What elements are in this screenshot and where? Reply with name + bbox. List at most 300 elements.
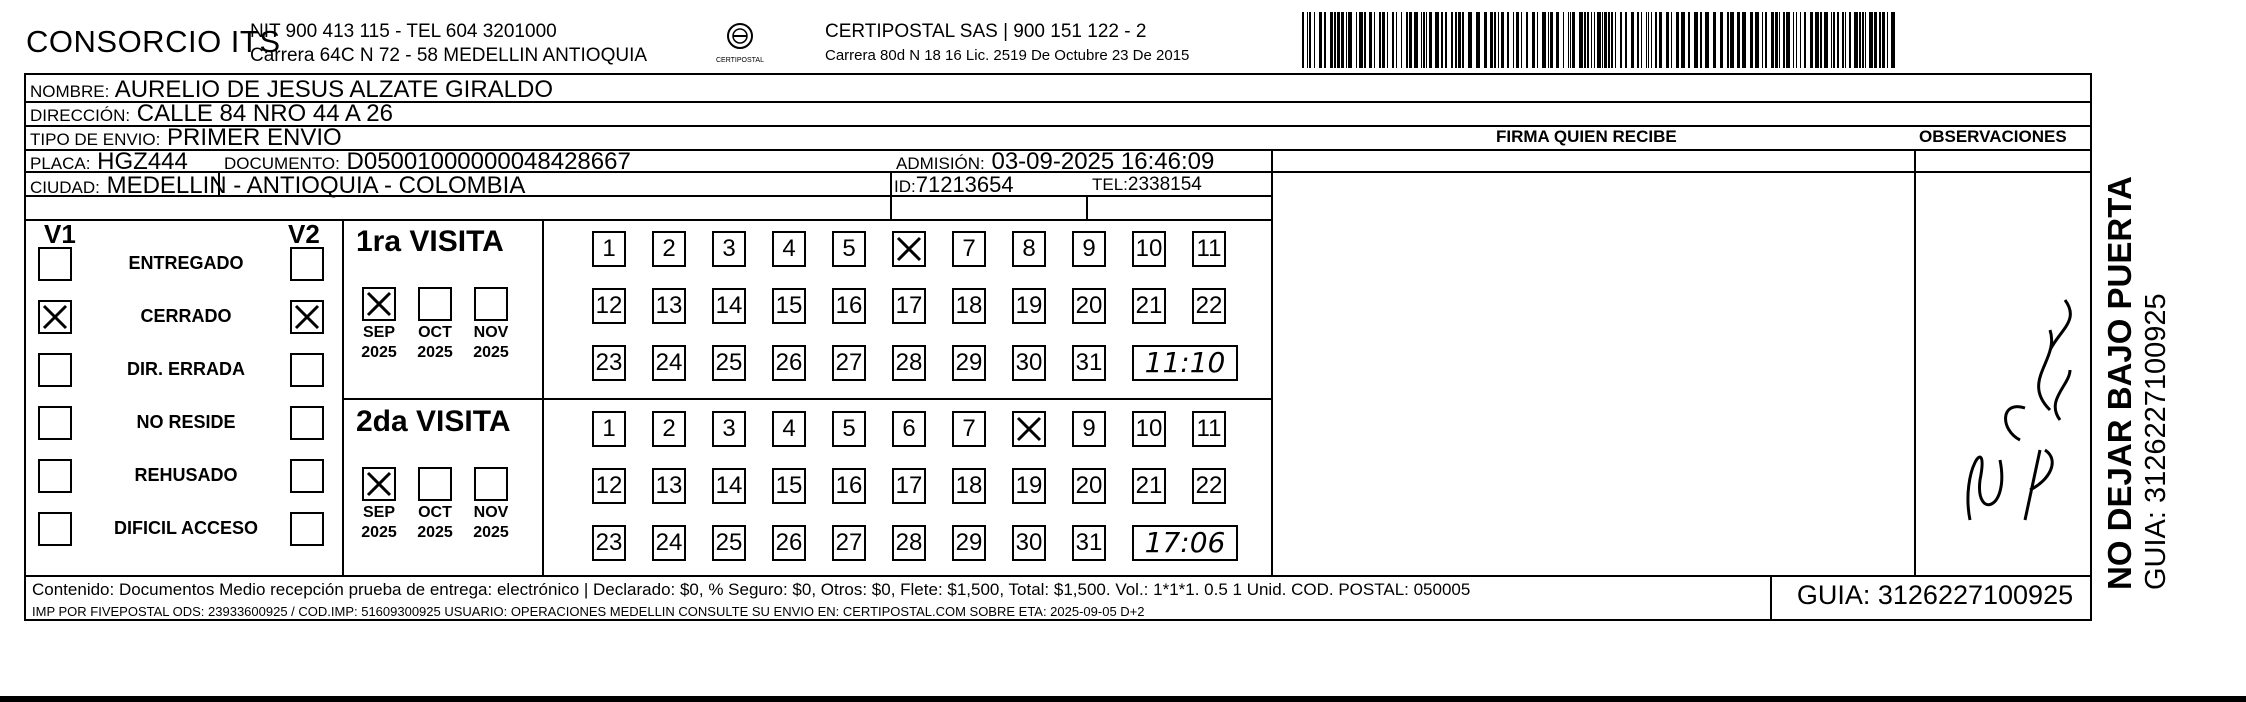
barcode-bar	[1526, 12, 1528, 68]
month-year: 2025	[417, 524, 453, 541]
day-number: 28	[895, 349, 923, 376]
handwritten-observation	[1930, 290, 2080, 540]
day-box[interactable]	[952, 231, 986, 267]
day-box[interactable]	[712, 411, 746, 447]
barcode-bar	[1490, 12, 1493, 68]
barcode-bar	[1705, 12, 1709, 68]
day-box[interactable]	[832, 288, 866, 324]
barcode-bar	[1604, 12, 1607, 68]
day-number: 25	[715, 349, 743, 376]
day-box[interactable]	[652, 525, 686, 561]
barcode-bar	[1713, 12, 1716, 68]
day-box[interactable]	[892, 525, 926, 561]
day-box[interactable]	[772, 288, 806, 324]
barcode-bar	[1879, 12, 1881, 68]
day-box[interactable]	[1072, 231, 1106, 267]
barcode-bar	[1462, 12, 1464, 68]
day-box[interactable]	[892, 345, 926, 381]
day-number: 29	[955, 349, 983, 376]
day-box[interactable]	[652, 231, 686, 267]
ciudad-label: CIUDAD:	[30, 178, 100, 197]
barcode-bar	[1334, 12, 1336, 68]
status-label: DIR. ERRADA	[126, 359, 245, 379]
day-number: 9	[1082, 235, 1096, 262]
status-v1-checkbox[interactable]	[38, 512, 72, 546]
logo-icon	[712, 20, 768, 66]
barcode-bar	[1568, 12, 1569, 68]
barcode-bar	[1346, 12, 1347, 68]
barcode-bar	[1550, 12, 1553, 68]
month-year: 2025	[473, 524, 509, 541]
barcode-bar	[1820, 12, 1822, 68]
barcode	[1302, 12, 1897, 68]
barcode-bar	[1659, 12, 1662, 68]
day-box[interactable]	[952, 288, 986, 324]
barcode-bar	[1570, 12, 1571, 68]
day-number: 24	[655, 529, 683, 556]
day-number: 14	[715, 292, 743, 319]
no-dejar-warning: NO DEJAR BAJO PUERTA	[2101, 176, 2138, 590]
barcode-bar	[1750, 12, 1753, 68]
tel-value: 2338154	[1127, 174, 1202, 195]
col-divider	[890, 171, 892, 219]
barcode-bar	[1891, 12, 1895, 68]
carrier-line: CERTIPOSTAL SAS | 900 151 122 - 2	[825, 21, 1147, 42]
day-number: 1	[602, 415, 616, 442]
barcode-bar	[1765, 12, 1767, 68]
day-number: 11	[1196, 415, 1222, 442]
id-field	[894, 172, 1014, 198]
logo-text: CERTIPOSTAL	[716, 57, 764, 64]
barcode-bar	[1608, 12, 1610, 68]
month-name: NOV	[473, 324, 509, 341]
barcode-bar	[1597, 12, 1601, 68]
firma-header: FIRMA QUIEN RECIBE	[1496, 127, 1677, 146]
day-box[interactable]	[1072, 525, 1106, 561]
visit-title: 2da VISITA	[356, 405, 511, 438]
day-number: 23	[595, 529, 623, 556]
day-number: 17	[895, 472, 923, 499]
barcode-bar	[1476, 12, 1480, 68]
time-box[interactable]	[1132, 525, 1238, 561]
day-box[interactable]	[652, 468, 686, 504]
x-mark-icon	[40, 302, 70, 332]
barcode-bar	[1641, 12, 1642, 68]
barcode-bar	[1727, 12, 1729, 68]
day-number: 26	[775, 349, 803, 376]
day-box[interactable]	[772, 525, 806, 561]
day-box[interactable]	[712, 345, 746, 381]
observaciones-header: OBSERVACIONES	[1919, 127, 2067, 146]
carrier-info	[825, 20, 1189, 68]
day-number: 5	[842, 235, 856, 262]
status-v1-checkbox[interactable]	[38, 406, 72, 440]
day-box[interactable]	[952, 411, 986, 447]
month-name: SEP	[362, 324, 395, 341]
day-box[interactable]	[592, 288, 626, 324]
barcode-bar	[1369, 12, 1372, 68]
nombre-value: AURELIO DE JESUS ALZATE GIRALDO	[114, 76, 554, 103]
barcode-bar	[1401, 12, 1402, 68]
month-name: OCT	[418, 504, 452, 521]
month-checkbox[interactable]	[418, 287, 452, 321]
barcode-bar	[1783, 12, 1785, 68]
day-box[interactable]	[712, 468, 746, 504]
day-box[interactable]	[1012, 411, 1046, 447]
day-number: 22	[1195, 472, 1223, 499]
day-box[interactable]	[652, 345, 686, 381]
month-name: NOV	[473, 504, 509, 521]
day-number: 21	[1135, 292, 1163, 319]
barcode-bar	[1810, 12, 1813, 68]
barcode-bar	[1666, 12, 1669, 68]
day-box[interactable]	[1012, 288, 1046, 324]
day-number: 3	[722, 415, 736, 442]
barcode-bar	[1356, 12, 1357, 68]
visit-time: 11:10	[1144, 346, 1226, 379]
barcode-bar	[1737, 12, 1740, 68]
day-number: 18	[955, 472, 983, 499]
barcode-bar	[1755, 12, 1759, 68]
tel-label: TEL:	[1092, 175, 1128, 194]
barcode-bar	[1655, 12, 1657, 68]
barcode-bar	[1831, 12, 1832, 68]
day-box[interactable]	[592, 231, 626, 267]
col-divider	[1770, 575, 1772, 621]
barcode-bar	[1671, 12, 1672, 68]
barcode-bar	[1594, 12, 1595, 68]
day-number: 7	[962, 235, 976, 262]
day-box[interactable]	[652, 411, 686, 447]
day-number: 16	[835, 292, 863, 319]
day-box[interactable]	[832, 525, 866, 561]
label-frame	[24, 73, 2092, 621]
barcode-bar	[1445, 12, 1447, 68]
barcode-bar	[1387, 12, 1388, 68]
barcode-bar	[1501, 12, 1504, 68]
status-v2-checkbox[interactable]	[290, 512, 324, 546]
day-box[interactable]	[1072, 468, 1106, 504]
barcode-bar	[1548, 12, 1549, 68]
documento-value: D05001000000048428667	[346, 148, 631, 175]
day-number: 8	[1022, 235, 1036, 262]
day-number: 12	[595, 472, 623, 499]
barcode-bar	[1700, 12, 1702, 68]
barcode-bar	[1542, 12, 1546, 68]
month-checkbox[interactable]	[362, 287, 396, 321]
barcode-bar	[1392, 12, 1394, 68]
day-number: 22	[1195, 292, 1223, 319]
barcode-bar	[1779, 12, 1780, 68]
barcode-bar	[1742, 12, 1746, 68]
day-box[interactable]	[1012, 231, 1046, 267]
barcode-bar	[1532, 12, 1535, 68]
row-divider	[26, 575, 2090, 577]
day-box[interactable]	[1192, 288, 1226, 324]
month-year: 2025	[473, 344, 509, 361]
day-box[interactable]	[1192, 231, 1226, 267]
barcode-bar	[1676, 12, 1679, 68]
carrier-logo	[712, 20, 768, 66]
side-text	[2101, 176, 2173, 590]
day-box[interactable]	[592, 345, 626, 381]
status-label: NO RESIDE	[136, 412, 236, 432]
day-box[interactable]	[952, 468, 986, 504]
day-number: 4	[782, 415, 796, 442]
barcode-bar	[1646, 12, 1647, 68]
barcode-bar	[1775, 12, 1778, 68]
barcode-bar	[1421, 12, 1422, 68]
barcode-bar	[1556, 12, 1559, 68]
tipo-envio-label: TIPO DE ENVIO:	[30, 130, 161, 149]
barcode-bar	[1874, 12, 1877, 68]
ciudad-value: MEDELLIN - ANTIOQUIA - COLOMBIA	[106, 172, 526, 199]
barcode-bar	[1615, 12, 1616, 68]
day-box[interactable]	[892, 288, 926, 324]
barcode-bar	[1406, 12, 1408, 68]
day-number: 28	[895, 529, 923, 556]
day-box[interactable]	[952, 345, 986, 381]
month-checkbox[interactable]	[474, 287, 508, 321]
day-number: 30	[1015, 349, 1043, 376]
barcode-bar	[1845, 12, 1846, 68]
day-box[interactable]	[592, 525, 626, 561]
day-number: 2	[662, 235, 676, 262]
status-v1-checkbox[interactable]	[38, 459, 72, 493]
x-mark-icon	[292, 302, 322, 332]
barcode-bar	[1849, 12, 1851, 68]
status-label: ENTREGADO	[128, 253, 244, 273]
day-number: 6	[902, 415, 916, 442]
day-number: 15	[775, 292, 803, 319]
day-box[interactable]	[1012, 345, 1046, 381]
barcode-bar	[1309, 12, 1311, 68]
barcode-bar	[1865, 12, 1866, 68]
day-box[interactable]	[832, 468, 866, 504]
barcode-bar	[1869, 12, 1873, 68]
day-number: 23	[595, 349, 623, 376]
status-label: DIFICIL ACCESO	[113, 518, 258, 538]
barcode-bar	[1882, 12, 1885, 68]
status-label: CERRADO	[140, 306, 232, 326]
barcode-bar	[1364, 12, 1366, 68]
day-number: 12	[595, 292, 623, 319]
day-number: 30	[1015, 529, 1043, 556]
tel-field	[1092, 174, 1202, 196]
barcode-bar	[1730, 12, 1734, 68]
bottom-bar	[0, 696, 2246, 702]
day-number: 18	[955, 292, 983, 319]
day-box[interactable]	[1012, 525, 1046, 561]
barcode-bar	[1348, 12, 1352, 68]
day-number: 3	[722, 235, 736, 262]
barcode-bar	[1337, 12, 1340, 68]
barcode-bar	[1330, 12, 1333, 68]
x-mark-icon	[1014, 413, 1044, 445]
day-box[interactable]	[892, 411, 926, 447]
guia-number: GUIA: 3126227100925	[1796, 580, 2074, 610]
day-number: 10	[1135, 415, 1163, 442]
col-divider	[542, 219, 544, 575]
day-number: 20	[1075, 472, 1103, 499]
day-box[interactable]	[1072, 288, 1106, 324]
day-box[interactable]	[712, 288, 746, 324]
status-v1-checkbox[interactable]	[38, 247, 72, 281]
tipo-envio-value: PRIMER ENVIO	[167, 124, 342, 151]
day-number: 4	[782, 235, 796, 262]
day-box[interactable]	[1012, 468, 1046, 504]
barcode-bar	[1804, 12, 1806, 68]
day-box[interactable]	[832, 411, 866, 447]
barcode-bar	[1507, 12, 1509, 68]
barcode-bar	[1793, 12, 1794, 68]
day-box[interactable]	[832, 231, 866, 267]
month-name: OCT	[418, 324, 452, 341]
barcode-bar	[1441, 12, 1443, 68]
month-year: 2025	[361, 524, 397, 541]
status-v2-checkbox[interactable]	[290, 300, 324, 334]
barcode-bar	[1648, 12, 1649, 68]
v1-header: V1	[44, 219, 76, 249]
month-label	[408, 323, 462, 363]
barcode-bar	[1859, 12, 1861, 68]
month-checkbox[interactable]	[362, 467, 396, 501]
barcode-bar	[1815, 12, 1819, 68]
day-box[interactable]	[712, 231, 746, 267]
day-box[interactable]	[1132, 411, 1166, 447]
barcode-bar	[1837, 12, 1839, 68]
day-box[interactable]	[892, 468, 926, 504]
day-number: 31	[1075, 349, 1103, 376]
day-box[interactable]	[1192, 468, 1226, 504]
barcode-bar	[1862, 12, 1864, 68]
barcode-bar	[1563, 12, 1564, 68]
day-number: 31	[1075, 529, 1103, 556]
day-number: 19	[1015, 292, 1043, 319]
time-box[interactable]	[1132, 345, 1238, 381]
barcode-bar	[1579, 12, 1583, 68]
col-divider	[342, 219, 344, 575]
barcode-bar	[1591, 12, 1592, 68]
day-box[interactable]	[712, 525, 746, 561]
month-label	[352, 323, 406, 363]
month-checkbox[interactable]	[474, 467, 508, 501]
admision-label: ADMISIÓN:	[896, 154, 985, 173]
barcode-bar	[1651, 12, 1652, 68]
day-box[interactable]	[1072, 345, 1106, 381]
day-number: 20	[1075, 292, 1103, 319]
status-v2-checkbox[interactable]	[290, 353, 324, 387]
day-box[interactable]	[772, 468, 806, 504]
placa-value: HGZ444	[97, 148, 188, 175]
barcode-bar	[1625, 12, 1627, 68]
contenido-line: Contenido: Documentos Medio recepción prueba de entrega: electrónico | Declarado: $0, % Seguro: $0, Otros: $0, Flete: $1,500, Total: $1,500. Vol.: 1*1*1. 0.5 1 Unid. COD. POSTAL: 050005	[32, 580, 1471, 599]
month-checkbox[interactable]	[418, 467, 452, 501]
barcode-bar	[1324, 12, 1326, 68]
day-number: 17	[895, 292, 923, 319]
barcode-bar	[1521, 12, 1522, 68]
barcode-bar	[1314, 12, 1315, 68]
day-box[interactable]	[592, 468, 626, 504]
month-label	[352, 503, 406, 543]
day-box[interactable]	[1132, 288, 1166, 324]
direccion-value: CALLE 84 NRO 44 A 26	[136, 100, 393, 127]
row-divider	[542, 398, 1272, 400]
barcode-bar	[1426, 12, 1427, 68]
month-year: 2025	[417, 344, 453, 361]
x-mark-icon	[364, 469, 394, 499]
documento-label: DOCUMENTO:	[224, 154, 340, 173]
month-name: SEP	[362, 504, 395, 521]
day-box[interactable]	[892, 231, 926, 267]
day-number: 13	[655, 292, 683, 319]
id-label: ID:	[894, 177, 916, 196]
day-number: 25	[715, 529, 743, 556]
day-box[interactable]	[1192, 411, 1226, 447]
barcode-bar	[1307, 12, 1308, 68]
day-box[interactable]	[1132, 231, 1166, 267]
barcode-bar	[1681, 12, 1685, 68]
ciudad-field	[30, 172, 525, 200]
day-number: 27	[835, 349, 863, 376]
placa-label: PLACA:	[30, 154, 91, 173]
admision-value: 03-09-2025 16:46:09	[991, 148, 1215, 175]
day-box[interactable]	[952, 525, 986, 561]
barcode-bar	[1694, 12, 1698, 68]
barcode-bar	[1379, 12, 1381, 68]
barcode-bar	[1396, 12, 1397, 68]
day-box[interactable]	[772, 345, 806, 381]
day-box[interactable]	[1072, 411, 1106, 447]
barcode-bar	[1584, 12, 1586, 68]
col-divider	[1086, 195, 1088, 221]
day-box[interactable]	[772, 231, 806, 267]
day-box[interactable]	[592, 411, 626, 447]
status-v1-checkbox[interactable]	[38, 300, 72, 334]
barcode-bar	[1409, 12, 1412, 68]
month-label	[464, 503, 518, 543]
status-v2-checkbox[interactable]	[290, 459, 324, 493]
barcode-bar	[1602, 12, 1603, 68]
day-number: 27	[835, 529, 863, 556]
day-number: 29	[955, 529, 983, 556]
status-v1-checkbox[interactable]	[38, 353, 72, 387]
col-divider	[1914, 149, 1916, 577]
status-v2-checkbox[interactable]	[290, 406, 324, 440]
day-box[interactable]	[652, 288, 686, 324]
day-number: 15	[775, 472, 803, 499]
day-number: 11	[1196, 235, 1222, 262]
barcode-bar	[1455, 12, 1457, 68]
barcode-bar	[1451, 12, 1453, 68]
barcode-bar	[1494, 12, 1496, 68]
day-box[interactable]	[772, 411, 806, 447]
barcode-bar	[1824, 12, 1828, 68]
status-v2-checkbox[interactable]	[290, 247, 324, 281]
barcode-bar	[1359, 12, 1363, 68]
visit-title: 1ra VISITA	[356, 225, 504, 258]
day-box[interactable]	[1132, 468, 1166, 504]
day-box[interactable]	[832, 345, 866, 381]
barcode-bar	[1414, 12, 1418, 68]
day-number: 13	[655, 472, 683, 499]
day-number: 26	[775, 529, 803, 556]
barcode-bar	[1842, 12, 1844, 68]
day-number: 2	[662, 415, 676, 442]
row-divider	[342, 398, 542, 400]
barcode-bar	[1637, 12, 1639, 68]
barcode-bar	[1341, 12, 1344, 68]
